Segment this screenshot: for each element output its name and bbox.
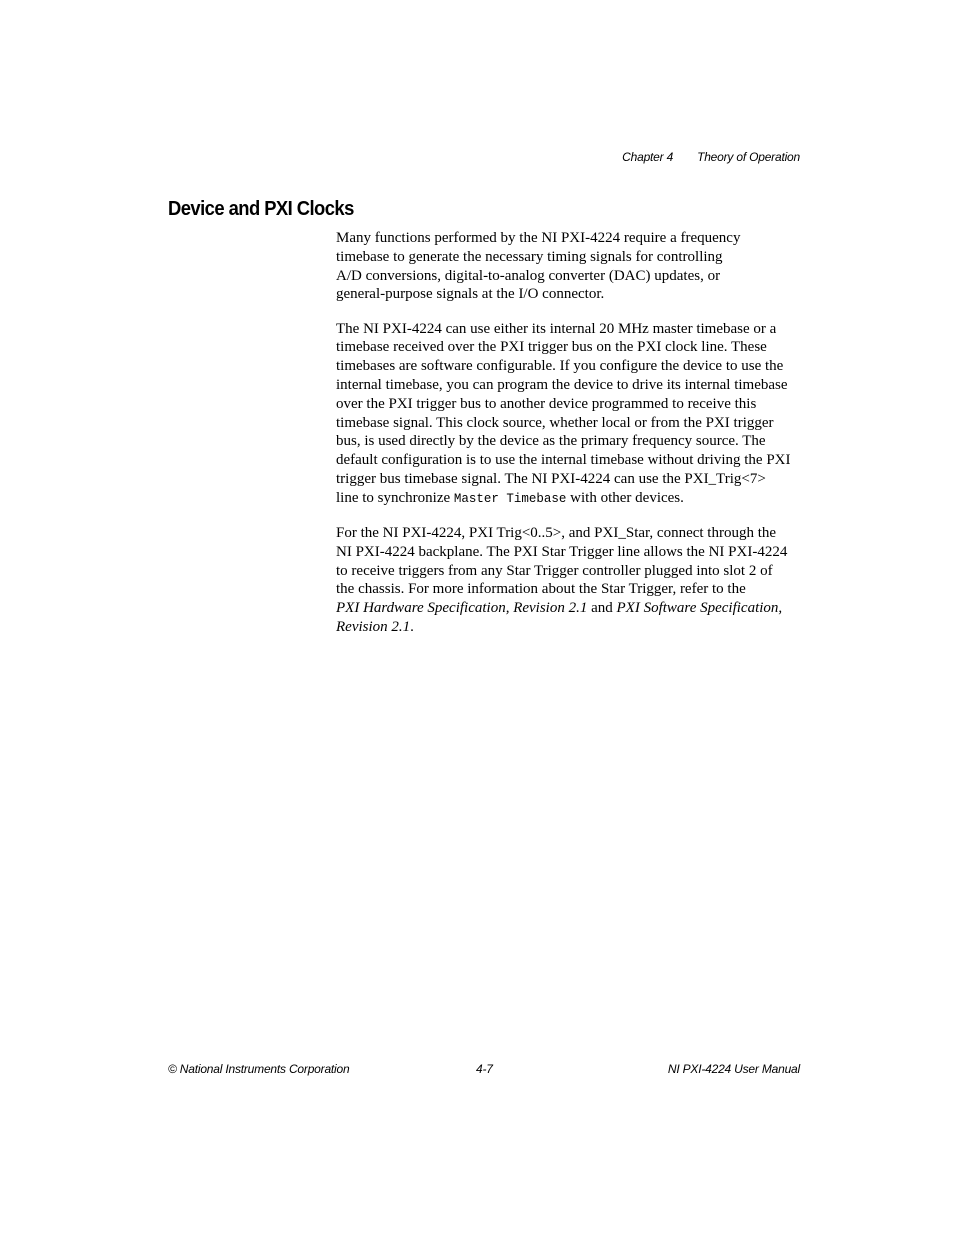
text-segment: . xyxy=(410,618,414,635)
paragraph-3 xyxy=(336,524,804,637)
text-line: bus, is used directly by the device as the primary frequency source. The xyxy=(336,433,766,450)
manual-title: NI PXI-4224 User Manual xyxy=(667,1062,800,1076)
footer-copyright: © National Instruments Corporation xyxy=(168,1062,350,1076)
text-line: timebase to generate the necessary timing signals for controlling xyxy=(336,248,723,265)
text-line: trigger bus timebase signal. The NI PXI-4224 can use the PXI_Trig<7> xyxy=(336,470,766,487)
page-number: 4-7 xyxy=(476,1062,493,1076)
paragraph-2 xyxy=(336,320,804,509)
text-line: default configuration is to use the internal timebase without driving the PXI xyxy=(336,452,791,469)
text-line: The NI PXI-4224 can use either its internal 20 MHz master timebase or a xyxy=(336,320,777,337)
running-header xyxy=(622,150,800,164)
text-line: Many functions performed by the NI PXI-4224 require a frequency xyxy=(336,230,741,246)
text-line: timebase signal. This clock source, whether local or from the PXI trigger xyxy=(336,414,774,431)
text-line: the chassis. For more information about the Star Trigger, refer to the xyxy=(336,581,746,598)
doc-reference-hardware-spec: PXI Hardware Specification, Revision 2.1 xyxy=(336,600,588,617)
text-line: timebases are software configurable. If you configure the device to use the xyxy=(336,358,784,375)
text-line: NI PXI-4224 backplane. The PXI Star Trigger line allows the NI PXI-4224 xyxy=(336,543,788,560)
text-line: over the PXI trigger bus to another device programmed to receive this xyxy=(336,395,757,412)
doc-reference-software-spec-revision: Revision 2.1 xyxy=(336,618,411,635)
chapter-label: Chapter 4 xyxy=(622,150,674,164)
chapter-title: Theory of Operation xyxy=(697,150,800,164)
text-line: A/D conversions, digital-to-analog converter (DAC) updates, or xyxy=(336,267,721,284)
text-line: timebase received over the PXI trigger bus on the PXI clock line. These xyxy=(336,339,767,356)
text-line: For the NI PXI-4224, PXI Trig<0..5>, and PXI_Star, connect through the xyxy=(336,524,777,541)
section-body xyxy=(336,229,804,652)
text-line xyxy=(336,489,804,509)
text-line xyxy=(336,618,804,637)
text-segment: and xyxy=(587,600,617,617)
text-line xyxy=(336,599,804,618)
paragraph-1 xyxy=(336,229,804,304)
section-title: Device and PXI Clocks xyxy=(168,198,354,220)
text-segment: line to synchronize xyxy=(336,489,454,506)
text-line: internal timebase, you can program the device to drive its internal timebase xyxy=(336,376,788,393)
text-line: to receive triggers from any Star Trigger controller plugged into slot 2 of xyxy=(336,562,773,579)
text-line: general-purpose signals at the I/O connector. xyxy=(336,286,605,303)
code-term-master-timebase: Master Timebase xyxy=(453,491,567,506)
doc-reference-software-spec: PXI Software Specification, xyxy=(616,600,783,617)
text-segment: with other devices. xyxy=(566,489,684,506)
